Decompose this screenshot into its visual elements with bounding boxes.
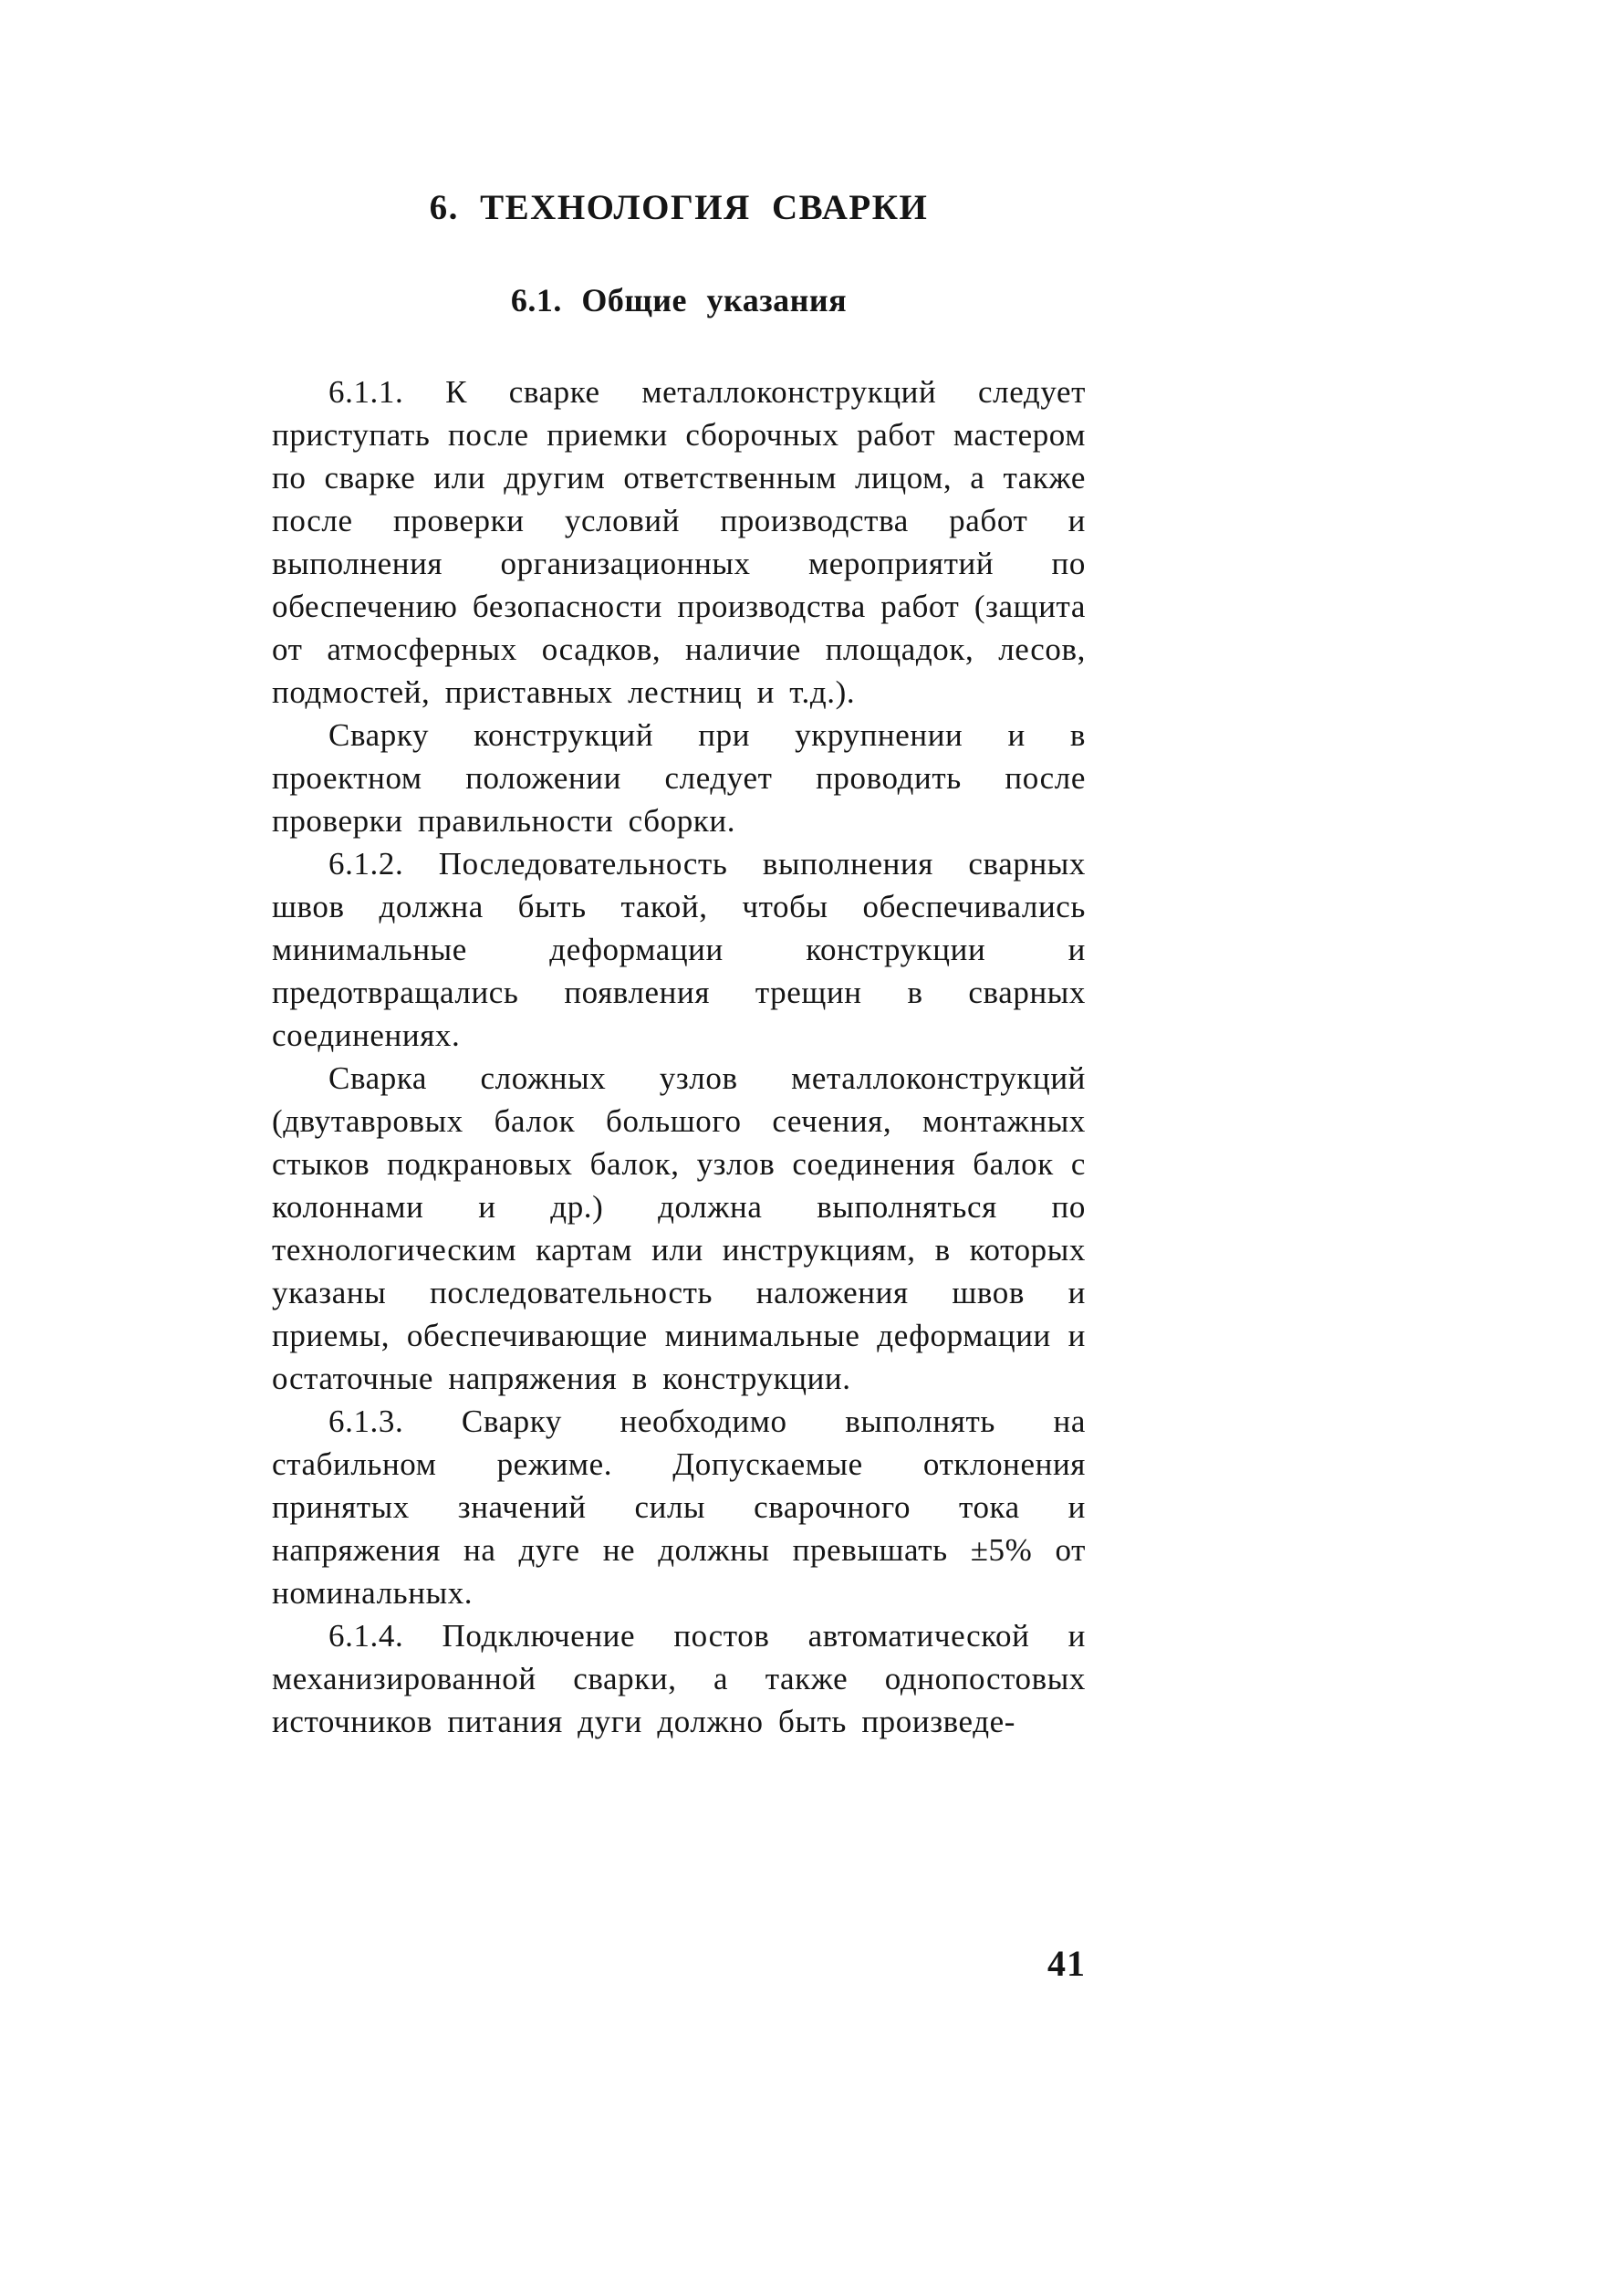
- section-subtitle: 6.1. Общие указания: [510, 282, 848, 318]
- paragraph-assembly-check: Сварку конструкций при укрупнении и в проектном положении следует проводить после проверки правильности сборки.: [272, 717, 1086, 839]
- paragraph-6-1-2: 6.1.2. Последовательность выполнения сварных швов должна быть такой, чтобы обеспечивались минимальные деформации конструкции и предотвращались появления трещин в сварных соединениях.: [272, 846, 1086, 1053]
- paragraph-6-1-4: 6.1.4. Подключение постов автоматической и механизированной сварки, а также однопостовых источников питания дуги должно быть произведе-: [272, 1618, 1086, 1739]
- text-block: [272, 187, 1086, 1743]
- paragraph-6-1-1: 6.1.1. К сварке металлоконструкций следует приступать после приемки сборочных работ мастером по сварке или другим ответственным лицом, а также после проверки условий производства работ и выполнения организационных мероприятий по обеспечению безопасности производства работ (защита от атмосферных осадков, наличие площадок, лесов, подмостей, приставных лестниц и т.д.).: [272, 374, 1086, 710]
- page-number: 41: [1047, 1943, 1086, 1984]
- paragraph-6-1-3: 6.1.3. Сварку необходимо выполнять на стабильном режиме. Допускаемые отклонения принятых значений силы сварочного тока и напряжения на дуге не должны превышать ±5% от номинальных.: [272, 1404, 1086, 1611]
- paragraph-complex-nodes: Сварка сложных узлов металлоконструкций (двутавровых балок большого сечения, монтажных стыков подкрановых балок, узлов соединения балок с колоннами и др.) должна выполняться по технологическим картам или инструкциям, в которых указаны последовательность наложения швов и приемы, обеспечивающие минимальные деформации и остаточные напряжения в конструкции.: [272, 1060, 1086, 1396]
- body-text: [272, 370, 1086, 1743]
- chapter-title: 6. ТЕХНОЛОГИЯ СВАРКИ: [429, 188, 929, 227]
